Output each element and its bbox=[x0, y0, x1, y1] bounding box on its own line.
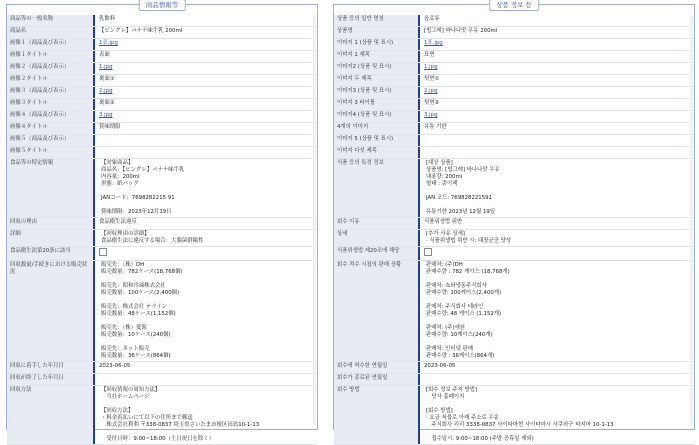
info-line: 유통기한 2023년 12월 19일 bbox=[426, 209, 496, 215]
field-value bbox=[93, 147, 317, 159]
table-row bbox=[7, 218, 317, 230]
table-row bbox=[334, 15, 694, 27]
field-value bbox=[93, 230, 317, 247]
field-label: 画像５（商品及び表示） bbox=[7, 135, 93, 147]
field-value bbox=[418, 230, 694, 247]
field-label: 画像３タイトル bbox=[7, 99, 93, 111]
field-label: 상세 bbox=[334, 230, 418, 247]
info-line: 販売先：（株）愛源 bbox=[101, 325, 147, 331]
field-label: 이미지3 (상품 및 표시) bbox=[334, 87, 418, 99]
field-value bbox=[418, 147, 694, 159]
table-row bbox=[7, 230, 317, 247]
info-line: 판매처: 인터넷 판매 bbox=[426, 346, 473, 352]
field-label: 画像１（商品及び表示） bbox=[7, 39, 93, 51]
field-label: 이미지 3 타이틀 bbox=[334, 99, 418, 111]
value-text: 表面 bbox=[99, 52, 110, 58]
info-line: 판매수량 : 36케이스(864개) bbox=[426, 353, 495, 359]
info-line bbox=[101, 401, 314, 408]
value-text: 음료류 bbox=[424, 16, 440, 22]
table-row bbox=[7, 87, 317, 99]
table-row bbox=[7, 159, 317, 218]
field-value bbox=[418, 99, 694, 111]
field-value bbox=[93, 362, 317, 374]
info-line: ・料金着払いにて以下の住所まで郵送 bbox=[101, 415, 193, 421]
info-line bbox=[101, 339, 314, 346]
info-line: 판매수량: 10케이스(240개) bbox=[426, 332, 493, 338]
field-value bbox=[93, 374, 317, 386]
right-scrollbar[interactable] bbox=[690, 15, 693, 425]
info-line: 賞味期限：2023年12月19日 bbox=[101, 209, 172, 215]
field-label: 商品名 bbox=[7, 27, 93, 39]
value-text: 2023-06-05 bbox=[424, 363, 456, 369]
field-value bbox=[93, 218, 317, 230]
field-label: 回収方法 bbox=[7, 386, 93, 445]
value-text: 뒷면② bbox=[424, 100, 440, 106]
field-value bbox=[93, 135, 317, 147]
value-text: 賞味期限 bbox=[99, 124, 121, 130]
table-row bbox=[7, 63, 317, 75]
left-panel-title: 商品情報等 bbox=[139, 0, 186, 11]
right-panel bbox=[333, 1, 695, 442]
field-value bbox=[93, 159, 317, 218]
table-row bbox=[7, 111, 317, 123]
field-label: 회수 방법 bbox=[334, 386, 418, 445]
table-row bbox=[334, 374, 694, 386]
detail-line: 食品衛生法に違反する場合：大腸菌群陽性 bbox=[101, 238, 204, 244]
detail-line: 【回収理由の詳細】 bbox=[101, 231, 150, 237]
info-line bbox=[426, 202, 691, 209]
field-label: 이미지 두 제목 bbox=[334, 75, 418, 87]
info-line: 내용량: 200ml bbox=[426, 174, 463, 180]
info-line: 판매처: (주)DH bbox=[426, 262, 463, 268]
file-link[interactable]: 1.jpg bbox=[424, 64, 438, 70]
info-line: [회수 방법] bbox=[426, 408, 453, 414]
field-value bbox=[93, 15, 317, 27]
field-label: 画像２タイトル bbox=[7, 75, 93, 87]
table-row bbox=[334, 87, 694, 99]
file-link[interactable]: 3.jpg bbox=[424, 112, 438, 118]
field-label: 이미지 1 (상품 및 표시) bbox=[334, 39, 418, 51]
info-line: 販売数量：10ケース(240個) bbox=[101, 332, 171, 338]
field-label: 画像１タイトル bbox=[7, 51, 93, 63]
checkbox[interactable] bbox=[99, 248, 107, 256]
value-text: [빙그레] 바나나맛 우유 200ml bbox=[424, 28, 498, 34]
info-line bbox=[426, 297, 691, 304]
file-link[interactable]: 3.jpg bbox=[99, 112, 113, 118]
info-line: 販売先：株式会社 テライン bbox=[101, 304, 168, 310]
table-row bbox=[334, 261, 694, 362]
field-label: 食品等の特定情報 bbox=[7, 159, 93, 218]
field-value bbox=[93, 386, 317, 445]
info-line: 【回収方法】 bbox=[101, 408, 134, 414]
right-panel-title: 상품 정보 등 bbox=[489, 0, 539, 11]
field-label: 이미지 다섯 제목 bbox=[334, 147, 418, 159]
field-label: 詳細 bbox=[7, 230, 93, 247]
table-row bbox=[7, 261, 317, 362]
field-value bbox=[418, 374, 694, 386]
field-value bbox=[418, 362, 694, 374]
field-value bbox=[418, 111, 694, 123]
field-value bbox=[93, 75, 317, 87]
info-line: 판매처: (주)애원 bbox=[426, 325, 465, 331]
table-row bbox=[334, 51, 694, 63]
table-row bbox=[7, 386, 317, 445]
info-line bbox=[426, 339, 691, 346]
field-value bbox=[93, 111, 317, 123]
table-row bbox=[334, 230, 694, 247]
left-panel bbox=[6, 1, 318, 442]
field-value bbox=[93, 123, 317, 135]
value-text: 2023-06-05 bbox=[99, 363, 131, 369]
info-line bbox=[426, 318, 691, 325]
field-value bbox=[418, 159, 694, 218]
field-value bbox=[418, 218, 694, 230]
left-scrollbar[interactable] bbox=[313, 15, 316, 425]
field-value bbox=[93, 51, 317, 63]
table-row bbox=[334, 247, 694, 261]
table-row bbox=[334, 135, 694, 147]
info-line bbox=[426, 401, 691, 408]
field-label: 상품 등의 일반 명칭 bbox=[334, 15, 418, 27]
field-label: 식품위생법 제20조에 해당 bbox=[334, 247, 418, 261]
field-value bbox=[418, 27, 694, 39]
field-label: 画像４（商品及び表示） bbox=[7, 111, 93, 123]
field-label: 画像４タイトル bbox=[7, 123, 93, 135]
table-row bbox=[334, 218, 694, 230]
info-line: 販売先：ネット販売 bbox=[101, 346, 150, 352]
info-line: 형태 : 종이팩 bbox=[426, 181, 458, 187]
field-label: 이미지 5 (상품 및 표시) bbox=[334, 135, 418, 147]
field-value bbox=[418, 261, 694, 362]
field-label: 식품 등의 특정 정보 bbox=[334, 159, 418, 218]
info-line bbox=[101, 202, 314, 209]
table-row bbox=[7, 147, 317, 159]
value-text: 食品衛生法違反 bbox=[99, 219, 137, 225]
table-row bbox=[7, 39, 317, 51]
info-line bbox=[101, 188, 314, 195]
info-line: 판매처: 주식회사 테라인 bbox=[426, 304, 484, 310]
table-row bbox=[334, 111, 694, 123]
field-label: 回収に着手した年月日 bbox=[7, 362, 93, 374]
field-label: 회수 이유 bbox=[334, 218, 418, 230]
field-label: 回収数量/手続きにおける販売状況 bbox=[7, 261, 93, 362]
info-line bbox=[101, 276, 314, 283]
table-row bbox=[7, 75, 317, 87]
value-text: 표면 bbox=[424, 52, 435, 58]
info-line: 商品名：【ビングレ】バナナ味牛乳 bbox=[101, 167, 185, 173]
info-line bbox=[101, 318, 314, 325]
field-value bbox=[418, 15, 694, 27]
table-row bbox=[334, 99, 694, 111]
field-value bbox=[418, 386, 694, 445]
field-value bbox=[93, 87, 317, 99]
field-value bbox=[418, 39, 694, 51]
field-value bbox=[418, 75, 694, 87]
info-line bbox=[426, 276, 691, 283]
table-row bbox=[334, 147, 694, 159]
file-link[interactable]: 1.jpg bbox=[99, 64, 113, 70]
field-value bbox=[93, 261, 317, 362]
value-text: 식품위생법 위반 bbox=[424, 219, 463, 225]
file-link[interactable]: 1표.jpg bbox=[424, 40, 443, 46]
table-row bbox=[7, 99, 317, 111]
table-row bbox=[7, 15, 317, 27]
info-line: 주식회사 리리 3338-0837 사이타마현 사이타마시 사쿠라구 타지마 10-1-13 bbox=[426, 422, 614, 428]
table-row bbox=[334, 75, 694, 87]
info-line: JAN 코드: 769828221591 bbox=[426, 195, 493, 201]
info-line bbox=[101, 429, 314, 436]
value-text: 뒷면① bbox=[424, 76, 440, 82]
field-value bbox=[418, 87, 694, 99]
info-line: 판매수량: 48 케이스 (1,152개) bbox=[426, 311, 502, 317]
field-label: 4개의 이미지 bbox=[334, 123, 418, 135]
info-line: [회수 정보 주지 방법] bbox=[426, 387, 478, 393]
info-line: 판매수량: 100케이스(2,400개) bbox=[426, 290, 502, 296]
table-row bbox=[7, 362, 317, 374]
field-label: 회수에 착수한 연월일 bbox=[334, 362, 418, 374]
value-text: 裏面② bbox=[99, 100, 115, 106]
field-label: 회수가 종료된 연월일 bbox=[334, 374, 418, 386]
table-row bbox=[7, 27, 317, 39]
table-row bbox=[7, 247, 317, 261]
info-line: 販売数量：36ケース(864個) bbox=[101, 353, 171, 359]
table-row bbox=[334, 39, 694, 51]
info-line: 【回収情報の周知方法】 bbox=[101, 387, 161, 393]
left-table bbox=[7, 15, 317, 445]
table-row bbox=[334, 123, 694, 135]
field-label: 상품명 bbox=[334, 27, 418, 39]
detail-line: · 식품위생법 위반 시: 대장균군 양성 bbox=[426, 238, 512, 244]
field-label: 회수 적수 시점의 판매 상황 bbox=[334, 261, 418, 362]
table-row bbox=[334, 362, 694, 374]
info-line: 販売数量：100ケース(2,400個) bbox=[101, 290, 180, 296]
table-row bbox=[7, 135, 317, 147]
field-value bbox=[418, 247, 694, 261]
info-line: 株式会社利利 〒338-0837 埼玉県さいたま市桜区田島10-1-13 bbox=[101, 422, 260, 428]
field-label: 画像２（商品及び表示） bbox=[7, 63, 93, 75]
table-row bbox=[7, 51, 317, 63]
file-link[interactable]: 1表.jpg bbox=[99, 40, 118, 46]
info-line: 販売数量：48ケース(1,152個) bbox=[101, 311, 176, 317]
info-line: 상품명: [빙그레] 바나나맛 우유 bbox=[426, 167, 500, 173]
info-line bbox=[101, 297, 314, 304]
field-label: 画像５タイトル bbox=[7, 147, 93, 159]
info-line: 当社ホームページ bbox=[101, 394, 150, 400]
info-line: 販売数量：782ケース(18,768個) bbox=[101, 269, 183, 275]
checkbox[interactable] bbox=[424, 248, 432, 256]
table-row bbox=[334, 63, 694, 75]
info-line: 판매처: 쇼와냉동주식회사 bbox=[426, 283, 487, 289]
table-row bbox=[7, 123, 317, 135]
field-value bbox=[418, 63, 694, 75]
field-label: 이미지 1 제목 bbox=[334, 51, 418, 63]
info-line: · 요금 착불로 아래 주소로 우송 bbox=[426, 415, 499, 421]
field-value bbox=[93, 247, 317, 261]
field-value bbox=[93, 27, 317, 39]
info-line: 受付日時：9:00~18:00（土日祝日を除く） bbox=[101, 436, 215, 442]
field-value bbox=[418, 123, 694, 135]
value-text: 【ビングレ】バナナ味牛乳 200ml bbox=[99, 28, 183, 34]
field-value bbox=[93, 39, 317, 51]
value-text: 유통 기한 bbox=[424, 124, 447, 130]
info-line bbox=[426, 429, 691, 436]
info-line: 판매수량 : 782 케이스 (18,768개) bbox=[426, 269, 510, 275]
detail-line: [추가 사유 상세] bbox=[426, 231, 465, 237]
file-link[interactable]: 2.jpg bbox=[99, 88, 113, 94]
table-row bbox=[334, 159, 694, 218]
field-value bbox=[418, 135, 694, 147]
field-value bbox=[418, 51, 694, 63]
info-line: 【対象商品】 bbox=[101, 160, 134, 166]
table-row bbox=[334, 386, 694, 445]
info-line: 당사 홈페이지 bbox=[426, 394, 465, 400]
table-row bbox=[334, 27, 694, 39]
info-line: 접수일시: 9:00~18:00 (주말 공휴일 제외) bbox=[426, 436, 534, 442]
value-text: 乳飲料 bbox=[99, 16, 116, 22]
value-text: 裏面① bbox=[99, 76, 115, 82]
file-link[interactable]: 2.jpg bbox=[424, 88, 438, 94]
field-value bbox=[93, 99, 317, 111]
info-line bbox=[426, 188, 691, 195]
info-line: 販売先：（株）DH bbox=[101, 262, 145, 268]
info-line: JANコード：7698282215 91 bbox=[101, 195, 175, 201]
field-label: 이미지4 (상품 및 표시) bbox=[334, 111, 418, 123]
info-line: 形態：紙パック bbox=[101, 181, 139, 187]
right-table bbox=[334, 15, 694, 445]
field-value bbox=[93, 63, 317, 75]
field-label: 回収が終了した年月日 bbox=[7, 374, 93, 386]
info-line: 内容量：200ml bbox=[101, 174, 140, 180]
field-label: 回収の理由 bbox=[7, 218, 93, 230]
field-label: 食品衛生法第20条に該当 bbox=[7, 247, 93, 261]
info-line: 販売先：昭和冷凍株式会社 bbox=[101, 283, 166, 289]
table-row bbox=[7, 374, 317, 386]
info-line: [대상 상품] bbox=[426, 160, 453, 166]
field-label: 이미지2 (상품 및 표시) bbox=[334, 63, 418, 75]
field-label: 商品等の一般名称 bbox=[7, 15, 93, 27]
field-label: 画像３（商品及び表示） bbox=[7, 87, 93, 99]
